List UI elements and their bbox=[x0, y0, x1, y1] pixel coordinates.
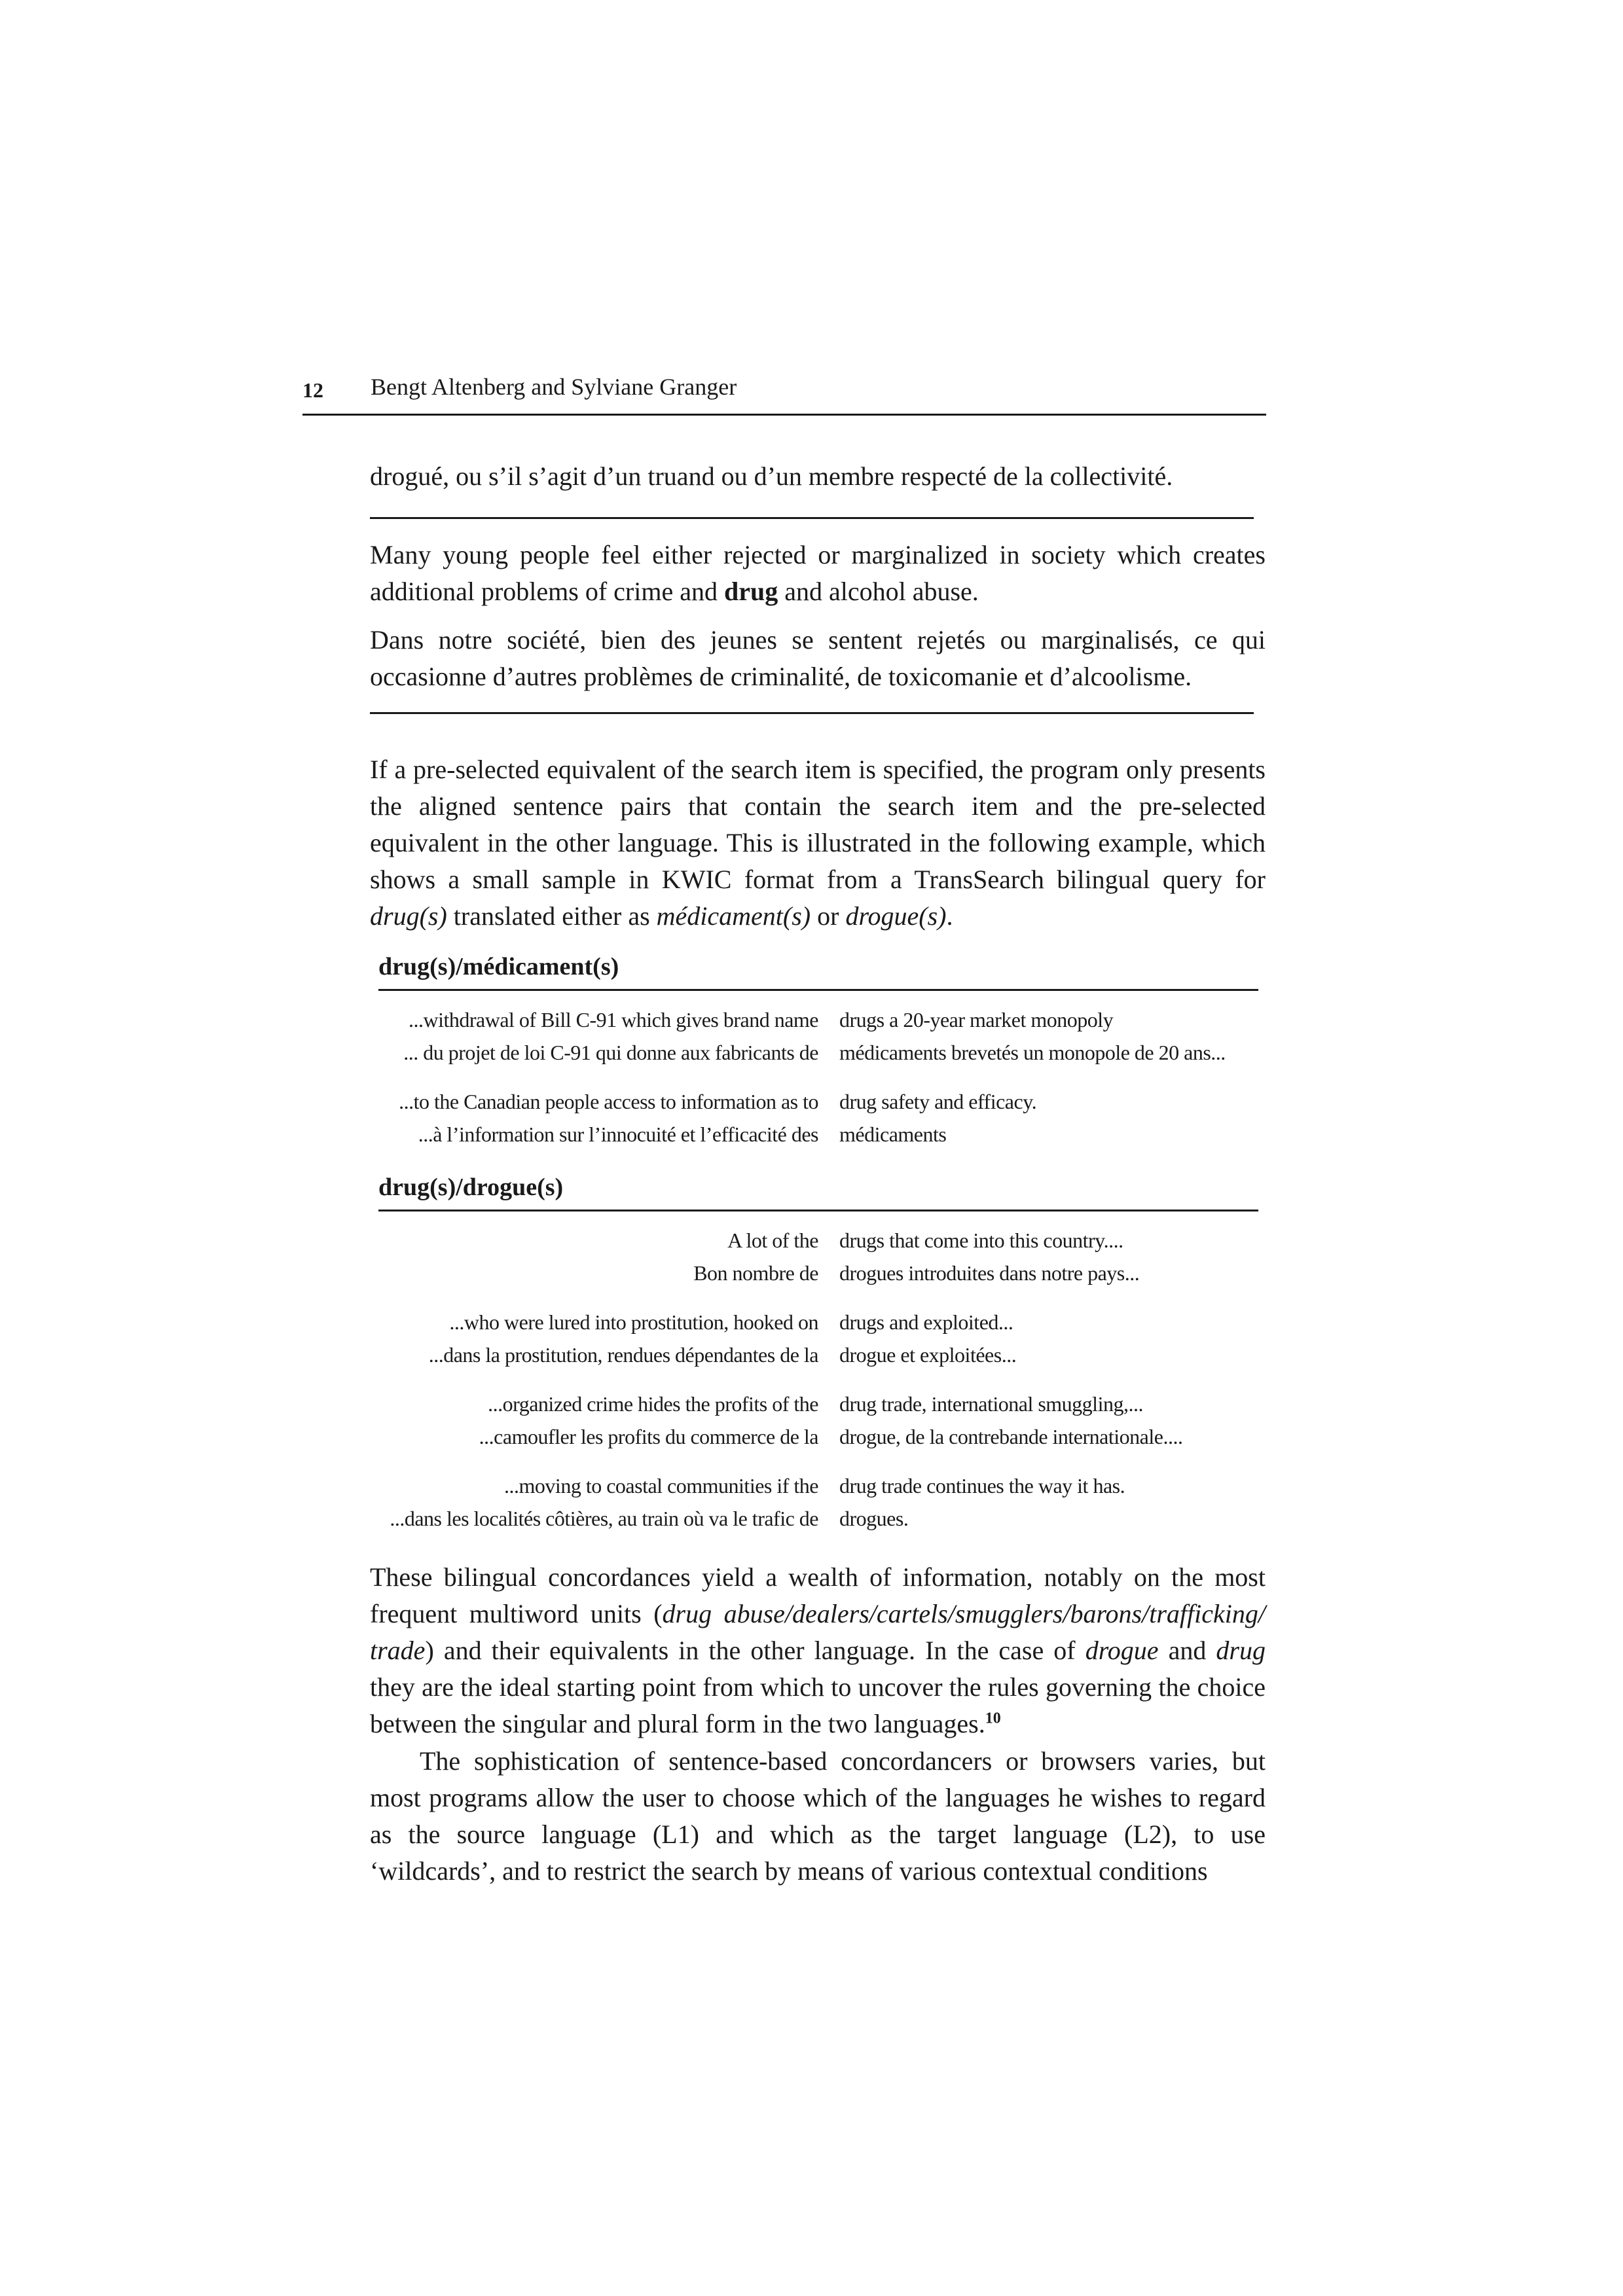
kwic-row bbox=[367, 1469, 1264, 1535]
kwic-right-context: drogues introduites dans notre pays... bbox=[839, 1261, 1140, 1285]
kwic-pair-french bbox=[367, 1338, 1264, 1371]
kwic-right-context: drugs that come into this country.... bbox=[839, 1229, 1123, 1252]
text-run: translated either as bbox=[447, 901, 657, 931]
example-divider bbox=[370, 517, 1254, 519]
kwic-right-context: drug safety and efficacy. bbox=[839, 1090, 1037, 1113]
sophistication-paragraph-text: The sophistication of sentence-based concordancers or browsers varies, but most programs allow the user to choose which of the languages he wishes to regard as the source language (L1) and which as the target language (L2), to use ‘wildcards’, and to restrict the search by means of various contextual conditions bbox=[370, 1746, 1266, 1886]
kwic-right-context: drug trade, international smuggling,... bbox=[839, 1392, 1143, 1416]
footnote-marker: 10 bbox=[985, 1710, 1001, 1727]
kwic-left-context: Bon nombre de bbox=[693, 1261, 818, 1285]
term-italic: drug(s) bbox=[370, 901, 447, 931]
example-french-text: Dans notre société, bien des jeunes se sentent rejetés ou marginalisés, ce qui occasionne d’autres problèmes de criminalité, de toxicomanie et d’alcoolisme. bbox=[370, 625, 1266, 691]
text-run: If a pre-selected equivalent of the search item is specified, the program only presents the aligned sentence pairs that contain the search item and the pre-selected equivalent in the other language. This is illustrated in the following example, which shows a small sample in KWIC format from a TransSearch bilingual query for bbox=[370, 755, 1266, 894]
example-english bbox=[370, 537, 1266, 610]
kwic-pair-french bbox=[367, 1420, 1264, 1453]
kwic-pair-french bbox=[367, 1036, 1264, 1069]
kwic-right-context: drogue et exploitées... bbox=[839, 1343, 1017, 1367]
kwic-pair-english bbox=[367, 1085, 1264, 1118]
example-french bbox=[370, 622, 1266, 695]
term-italic: drogue bbox=[1085, 1636, 1159, 1665]
kwic-pair-english bbox=[367, 1224, 1264, 1257]
kwic-heading-medicament: drug(s)/médicament(s) bbox=[378, 952, 1258, 991]
term-italic: drogue(s) bbox=[845, 901, 947, 931]
text-run: or bbox=[811, 901, 846, 931]
kwic-left-context: ...organized crime hides the profits of the bbox=[488, 1392, 818, 1416]
term-italic: drug bbox=[1216, 1636, 1266, 1665]
kwic-right-context: drugs a 20-year market monopoly bbox=[839, 1008, 1114, 1031]
text-run: These bilingual concordances yield a wealth of information, notably on the most frequent multiword units ( bbox=[370, 1562, 1266, 1628]
kwic-row bbox=[367, 1306, 1264, 1371]
text-run: they are the ideal starting point from which to uncover the rules governing the choice between the singular and plural form in the two languages. bbox=[370, 1672, 1266, 1738]
example-english-text bbox=[370, 537, 1266, 610]
kwic-left-context: ... du projet de loi C-91 qui donne aux fabricants de bbox=[403, 1041, 818, 1064]
kwic-pair-french bbox=[367, 1502, 1264, 1535]
example-text: drogué, ou s’il s’agit d’un truand ou d’un membre respecté de la collectivité. bbox=[370, 461, 1173, 491]
kwic-right-context: médicaments bbox=[839, 1122, 947, 1146]
example-english-post: and alcohol abuse. bbox=[778, 577, 979, 606]
kwic-right-context: drugs and exploited... bbox=[839, 1310, 1013, 1334]
intro-paragraph bbox=[370, 751, 1266, 935]
kwic-row bbox=[367, 1085, 1264, 1151]
term-italic: médicament(s) bbox=[656, 901, 811, 931]
kwic-pair-english bbox=[367, 1388, 1264, 1420]
kwic-left-context: ...à l’information sur l’innocuité et l’efficacité des bbox=[418, 1122, 818, 1146]
concordance-paragraph bbox=[370, 1559, 1266, 1742]
kwic-left-context: ...camoufler les profits du commerce de la bbox=[479, 1425, 818, 1448]
text-run: ) and their equivalents in the other language. In the case of bbox=[425, 1636, 1085, 1665]
kwic-pair-english bbox=[367, 1003, 1264, 1036]
kwic-row bbox=[367, 1224, 1264, 1289]
example-divider bbox=[370, 712, 1254, 714]
kwic-heading-drogue: drug(s)/drogue(s) bbox=[378, 1173, 1258, 1211]
kwic-right-context: drogues. bbox=[839, 1507, 909, 1530]
kwic-pair-english bbox=[367, 1306, 1264, 1338]
intro-paragraph-text bbox=[370, 751, 1266, 935]
term-italic: drug abuse/dealers/cartels/smugglers/barons/trafficking/ trade bbox=[370, 1599, 1266, 1665]
example-line-french bbox=[370, 458, 1266, 495]
text-run: . bbox=[946, 901, 953, 931]
kwic-left-context: A lot of the bbox=[727, 1229, 818, 1252]
example-english-keyword: drug bbox=[723, 577, 778, 606]
kwic-pair-french bbox=[367, 1257, 1264, 1289]
kwic-row bbox=[367, 1003, 1264, 1069]
page-number: 12 bbox=[302, 378, 323, 402]
kwic-right-context: drug trade continues the way it has. bbox=[839, 1474, 1125, 1498]
kwic-right-context: drogue, de la contrebande internationale.... bbox=[839, 1425, 1183, 1448]
sophistication-paragraph bbox=[370, 1743, 1266, 1890]
kwic-left-context: ...dans les localités côtières, au train où va le trafic de bbox=[390, 1507, 818, 1530]
kwic-right-context: médicaments brevetés un monopole de 20 ans... bbox=[839, 1041, 1226, 1064]
kwic-left-context: ...moving to coastal communities if the bbox=[504, 1474, 818, 1498]
text-run: and bbox=[1158, 1636, 1216, 1665]
kwic-pair-french bbox=[367, 1118, 1264, 1151]
kwic-row bbox=[367, 1388, 1264, 1453]
running-header bbox=[302, 373, 1266, 416]
kwic-left-context: ...to the Canadian people access to information as to bbox=[399, 1090, 818, 1113]
concordance-paragraph-text bbox=[370, 1559, 1266, 1742]
kwic-left-context: ...dans la prostitution, rendues dépendantes de la bbox=[428, 1343, 818, 1367]
kwic-pair-english bbox=[367, 1469, 1264, 1502]
running-header-authors: Bengt Altenberg and Sylviane Granger bbox=[371, 374, 737, 400]
kwic-left-context: ...who were lured into prostitution, hooked on bbox=[449, 1310, 818, 1334]
kwic-left-context: ...withdrawal of Bill C-91 which gives brand name bbox=[408, 1008, 818, 1031]
example-english-pre: Many young people feel either rejected or marginalized in society which creates additional problems of crime and bbox=[370, 540, 1266, 606]
